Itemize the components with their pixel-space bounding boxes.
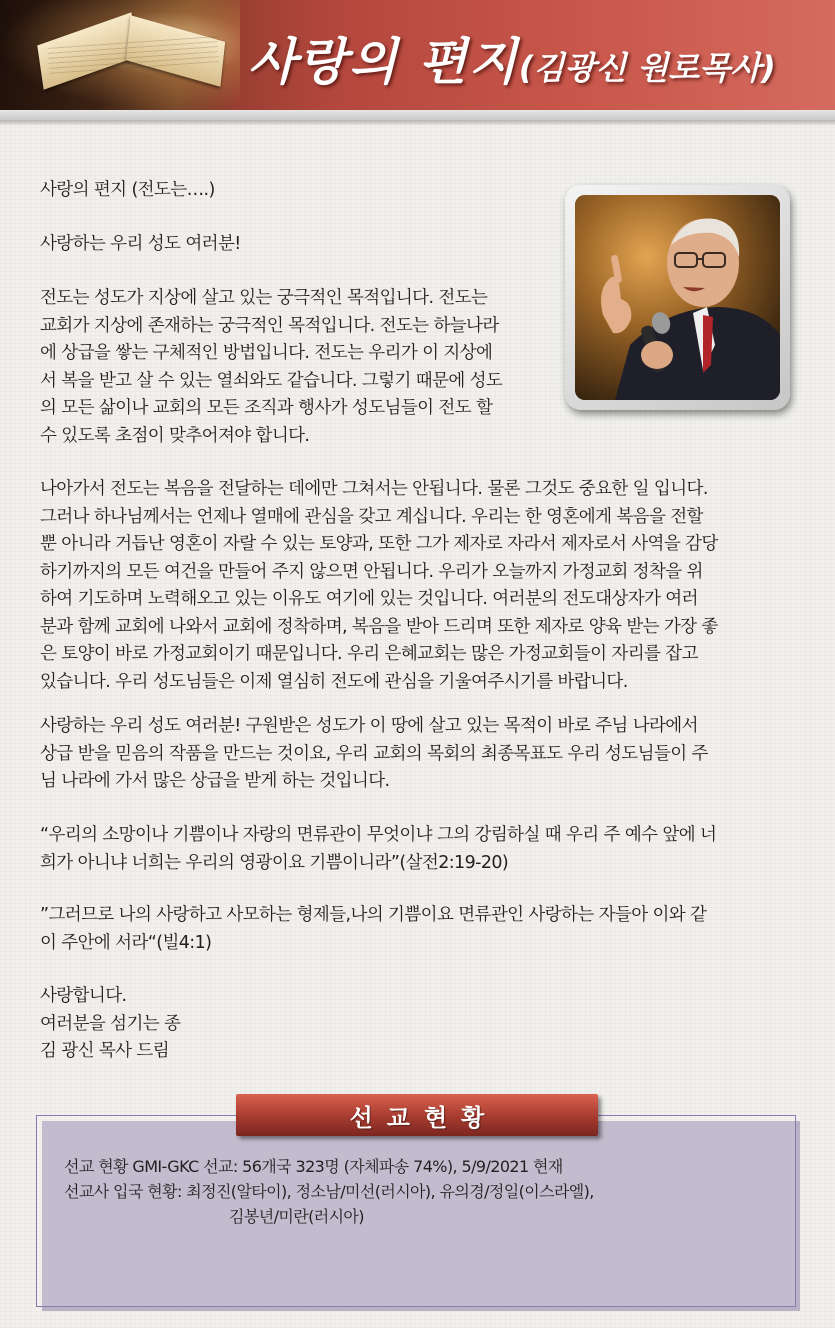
missionary-entry-line-cont: 김봉년/미란(러시아) <box>229 1207 364 1226</box>
pastor-portrait-frame <box>565 185 790 410</box>
text-line: 은 토양이 바로 가정교회이기 때문입니다. 우리 은혜교회는 많은 가정교회들이 자리를 잡고 <box>40 644 698 664</box>
header-banner <box>0 0 835 110</box>
paragraph-1 <box>40 285 502 450</box>
text-line: 에 상급을 쌓는 구체적인 방법입니다. 전도는 우리가 이 지상에 <box>40 343 493 363</box>
text-line: 수 있도록 초점이 맞추어져야 합니다. <box>40 425 310 446</box>
letter-title-text: 사랑의 편지 (전도는….) <box>40 180 215 200</box>
signature-line: 김 광신 목사 드림 <box>40 1041 170 1061</box>
page-title-sub: (김광신 원로목사) <box>518 49 776 87</box>
scripture-quote-1 <box>40 822 716 877</box>
text-line: 전도는 성도가 지상에 살고 있는 궁극적인 목적입니다. 전도는 <box>40 288 488 308</box>
scripture-quote-2 <box>40 902 706 957</box>
greeting-text: 사랑하는 우리 성도 여러분! <box>40 234 241 254</box>
text-line: 하기까지의 모든 여건을 만들어 주지 않으면 안됩니다. 우리가 오늘까지 가정교회 정착을 위 <box>40 561 703 582</box>
greeting <box>40 231 241 259</box>
text-line: 의 모든 삶이나 교회의 모든 조직과 행사가 성도님들이 전도 할 <box>40 398 493 418</box>
text-line: 그러나 하나님께서는 언제나 열매에 관심을 갖고 계십니다. 우리는 한 영혼에게 복음을 전할 <box>40 506 703 527</box>
page-title-main: 사랑의 편지 <box>248 33 519 91</box>
page-title <box>248 22 776 94</box>
closing-line: 사랑합니다. <box>40 986 127 1006</box>
mission-status-box <box>36 1115 796 1307</box>
banner-divider <box>0 110 835 120</box>
text-line: 희가 아니냐 너희는 우리의 영광이요 기쁨이니라”(살전2:19-20) <box>40 852 509 873</box>
bible-photo <box>0 0 240 110</box>
text-line: “우리의 소망이나 기쁨이나 자랑의 면류관이 무엇이냐 그의 강림하실 때 우리 주 예수 앞에 너 <box>40 825 717 845</box>
pastor-photo-illustration <box>575 195 780 400</box>
text-line: ”그러므로 나의 사랑하고 사모하는 형제들,나의 기쁨이요 면류관인 사랑하는 자들아 이와 같 <box>40 905 707 925</box>
letter-title <box>40 177 215 205</box>
mission-status-heading <box>236 1094 598 1136</box>
mission-status-line: 선교 현황 GMI-GKC 선교: 56개국 323명 (자체파송 74%), 5/9/2021 현재 <box>64 1157 563 1176</box>
text-line: 하여 기도하며 노력해오고 있는 이유도 여기에 있는 것입니다. 여러분의 전도대상자가 여러 <box>40 589 698 609</box>
pastor-portrait <box>575 195 780 400</box>
text-line: 사랑하는 우리 성도 여러분! 구원받은 성도가 이 땅에 살고 있는 목적이 바로 주님 나라에서 <box>40 716 698 736</box>
text-line: 상급 받을 믿음의 작품을 만드는 것이요, 우리 교회의 목회의 최종목표도 우리 성도님들이 주 <box>40 743 708 764</box>
paragraph-3 <box>40 713 708 796</box>
letter-closing <box>40 983 180 1066</box>
text-line: 님 나라에 가서 많은 상급을 받게 하는 것입니다. <box>40 771 390 791</box>
text-line: 뿐 아니라 거듭난 영혼이 자랄 수 있는 토양과, 또한 그가 제자로 자라서 제자로서 사역을 감당 <box>40 534 718 554</box>
banner-shadow <box>0 120 835 126</box>
text-line: 이 주안에 서라“(빌4:1) <box>40 932 212 953</box>
mission-status-heading-text: 선교현황 <box>349 1103 499 1132</box>
missionary-entry-line: 선교사 입국 현황: 최정진(알타이), 정소남/미선(러시아), 유의경/정일(이스라엘), <box>64 1182 594 1201</box>
text-line: 교회가 지상에 존재하는 궁극적인 목적입니다. 전도는 하늘나라 <box>40 315 499 336</box>
text-line: 있습니다. 우리 성도님들은 이제 열심히 전도에 관심을 기울여주시기를 바랍니다. <box>40 671 628 692</box>
text-line: 서 복을 받고 살 수 있는 열쇠와도 같습니다. 그렇기 때문에 성도 <box>40 370 503 391</box>
text-line: 나아가서 전도는 복음을 전달하는 데에만 그쳐서는 안됩니다. 물론 그것도 중요한 일 입니다. <box>40 479 708 499</box>
paragraph-2 <box>40 476 718 696</box>
closing-line: 여러분을 섬기는 종 <box>40 1013 181 1034</box>
text-line: 분과 함께 교회에 나와서 교회에 정착하며, 복음을 받아 드리며 또한 제자로 양육 받는 가장 좋 <box>40 616 718 637</box>
